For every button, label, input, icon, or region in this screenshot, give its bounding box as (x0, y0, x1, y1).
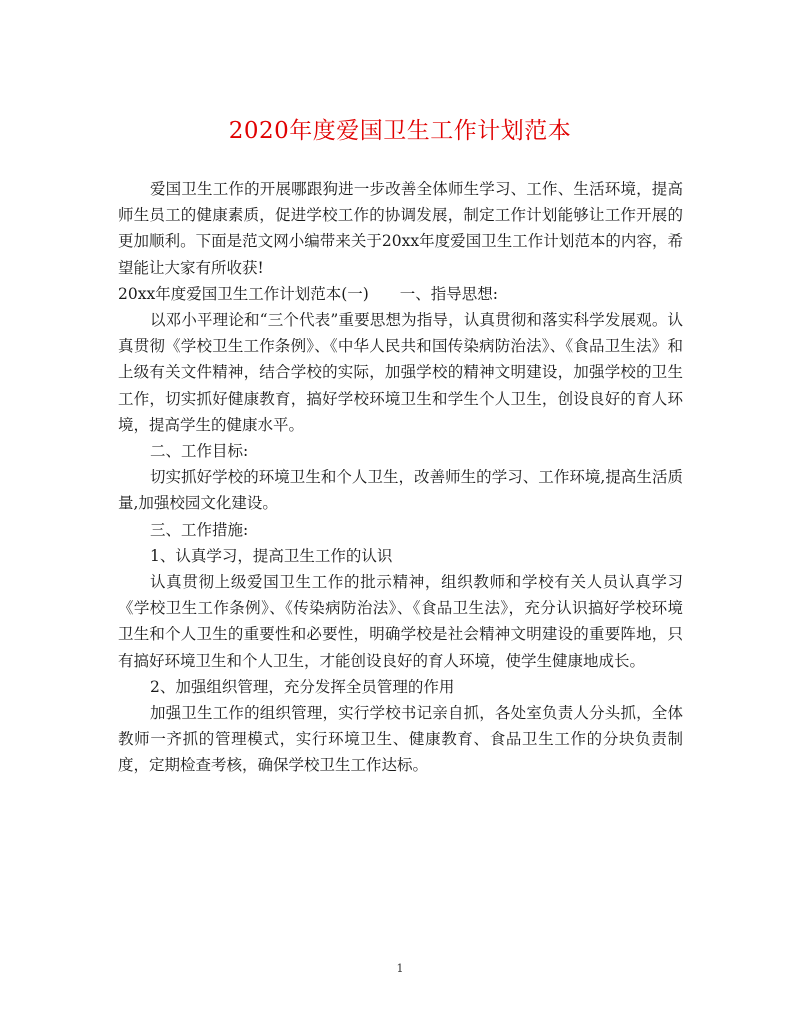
document-body (118, 176, 683, 779)
page-number: 1 (396, 962, 404, 975)
paragraph-measure-1-heading: 1、认真学习，提高卫生工作的认识 (150, 546, 393, 565)
paragraph-section-heading: 20xx年度爱国卫生工作计划范本(一) 一、指导思想: (118, 284, 499, 303)
paragraph-measure-2: 加强卫生工作的组织管理，实行学校书记亲自抓，各处室负责人分头抓，全体教师一齐抓的管理模式，实行环境卫生、健康教育、食品卫生工作的分块负责制度，定期检查考核，确保学校卫生工作达标。 (118, 704, 683, 775)
document-title: 2020年度爱国卫生工作计划范本 (228, 118, 572, 144)
paragraph-goals-heading: 二、工作目标: (150, 442, 249, 461)
paragraph-intro: 爱国卫生工作的开展哪跟狗进一步改善全体师生学习、工作、生活环境，提高师生员工的健康素质，促进学校工作的协调发展，制定工作计划能够让工作开展的更加顺利。下面是范文网小编带来关于20xx年度爱国卫生工作计划范本的内容，希望能让大家有所收获! (118, 180, 683, 277)
paragraph-goals: 切实抓好学校的环境卫生和个人卫生，改善师生的学习、工作环境,提高生活质量,加强校园文化建设。 (118, 468, 683, 513)
paragraph-guiding-ideology: 以邓小平理论和“三个代表”重要思想为指导，认真贯彻和落实科学发展观。认真贯彻《学校卫生工作条例》、《中华人民共和国传染病防治法》、《食品卫生法》和上级有关文件精神，结合学校的实际，加强学校的精神文明建设，加强学校的卫生工作，切实抓好健康教育，搞好学校环境卫生和学生个人卫生，创设良好的育人环境，提高学生的健康水平。 (118, 311, 683, 434)
paragraph-measure-2-heading: 2、加强组织管理，充分发挥全员管理的作用 (150, 677, 455, 696)
paragraph-measures-heading: 三、工作措施: (150, 520, 249, 539)
paragraph-measure-1: 认真贯彻上级爱国卫生工作的批示精神，组织教师和学校有关人员认真学习《学校卫生工作条例》、《传染病防治法》、《食品卫生法》，充分认识搞好学校环境卫生和个人卫生的重要性和必要性，明确学校是社会精神文明建设的重要阵地，只有搞好环境卫生和个人卫生，才能创设良好的育人环境，使学生健康地成长。 (118, 573, 683, 670)
